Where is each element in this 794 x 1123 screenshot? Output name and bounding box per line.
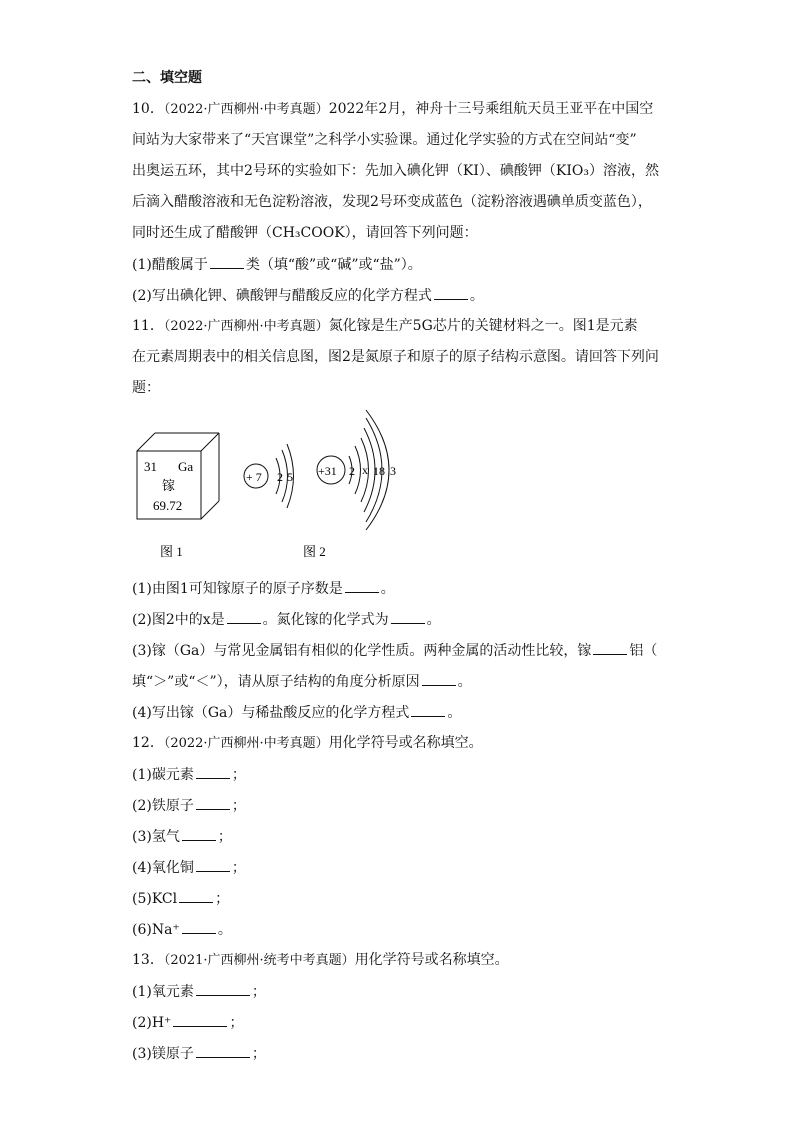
q10-line-2: 间站为大家带来了“天宫课堂”之科学小实验课。通过化学实验的方式在空间站“变” [132, 132, 637, 148]
q12-item-5 [132, 888, 229, 909]
q11-sub4 [132, 702, 461, 723]
question-number: 10． [132, 101, 164, 117]
item-end: 。 [217, 922, 232, 938]
item-label: (4)氧化铜 [132, 860, 194, 876]
atomic-number: 31 [144, 459, 157, 474]
item-end: ； [215, 891, 230, 907]
gallium-atom-diagram [317, 410, 396, 530]
q13-line-1 [132, 950, 509, 971]
q10-line-5: 同时还生成了醋酸钾（CH₃COOK），请回答下列问题： [132, 225, 478, 241]
answer-blank[interactable] [182, 826, 216, 841]
element-name: 镓 [162, 478, 176, 493]
item-end: ； [217, 829, 232, 845]
answer-blank[interactable] [196, 795, 230, 810]
question-stem: 用化学符号或名称填空。 [328, 735, 483, 751]
sub-question-text: 。 [380, 581, 395, 597]
question-source: （2021·广西柳州·统考中考真题） [163, 953, 355, 968]
nitrogen-atom-diagram [244, 444, 294, 508]
q10-line-3: 出奥运五环，其中2号环的实验如下：先加入碘化钾（KI）、碘酸钾（KIO₃）溶液，然 [132, 163, 659, 179]
question-number: 13． [132, 952, 164, 968]
q12-item-1 [132, 764, 246, 785]
figure-2-caption: 图 2 [303, 544, 326, 559]
answer-blank[interactable] [182, 919, 216, 934]
sub-question-text: (1)醋酸属于 [132, 257, 208, 273]
item-label: (3)氢气 [132, 829, 180, 845]
item-label: (1)氧元素 [132, 984, 194, 1000]
sub-question-text: 。 [457, 674, 472, 690]
q11-sub3-line2 [132, 671, 472, 692]
question-stem: 用化学符号或名称填空。 [354, 952, 509, 968]
item-end: ； [231, 860, 246, 876]
item-label: (2)H⁺ [132, 1015, 172, 1031]
q11-sub1 [132, 578, 395, 599]
q13-item-1 [132, 981, 266, 1002]
nitrogen-nucleus-label: + 7 [246, 470, 262, 484]
item-end: ； [229, 1015, 244, 1031]
item-end: ； [251, 984, 266, 1000]
atomic-mass: 69.72 [153, 498, 183, 513]
question-stem: 2022年2月，神舟十三号乘组航天员王亚平在中国空 [328, 101, 654, 117]
gallium-shell-4: 3 [390, 464, 396, 478]
figure-1-caption: 图 1 [160, 544, 183, 559]
gallium-shell-3: 18 [373, 464, 385, 478]
question-source: （2022·广西柳州·中考真题） [163, 102, 329, 117]
answer-blank[interactable] [196, 764, 230, 779]
question-source: （2022·广西柳州·中考真题） [163, 319, 329, 334]
answer-blank[interactable] [345, 578, 379, 593]
section-title: 二、填空题 [132, 70, 202, 86]
answer-blank[interactable] [593, 640, 627, 655]
item-label: (6)Na⁺ [132, 922, 180, 938]
sub-question-text: (2)写出碘化钾、碘酸钾与醋酸反应的化学方程式 [132, 288, 432, 304]
item-end: ； [231, 767, 246, 783]
q12-item-6 [132, 919, 232, 940]
question-stem: 氮化镓是生产5G芯片的关键材料之一。图1是元素 [328, 318, 638, 334]
sub-question-text: 铝（ [629, 643, 658, 659]
item-end: ； [251, 1046, 266, 1062]
answer-blank[interactable] [179, 888, 213, 903]
question-number: 11． [132, 318, 164, 334]
q12-item-4 [132, 857, 246, 878]
question-number: 12． [132, 735, 164, 751]
q10-line-4: 后滴入醋酸溶液和无色淀粉溶液，发现2号环变成蓝色（淀粉溶液遇碘单质变蓝色）， [132, 194, 652, 210]
answer-blank[interactable] [422, 671, 456, 686]
answer-blank[interactable] [411, 702, 445, 717]
element-symbol: Ga [178, 459, 194, 474]
answer-blank[interactable] [391, 609, 425, 624]
q11-line-2: 在元素周期表中的相关信息图，图2是氮原子和原子的原子结构示意图。请回答下列问 [132, 349, 659, 365]
q13-item-3 [132, 1043, 266, 1064]
nitrogen-shell-1: 2 [277, 470, 283, 484]
sub-question-text: 。 [426, 612, 441, 628]
answer-blank[interactable] [173, 1012, 227, 1027]
answer-blank[interactable] [196, 981, 250, 996]
gallium-nucleus-label: +31 [318, 464, 337, 478]
item-label: (5)KCl [132, 891, 178, 907]
q13-item-2 [132, 1012, 243, 1033]
answer-blank[interactable] [227, 609, 261, 624]
item-label: (1)碳元素 [132, 767, 194, 783]
sub-question-text: 。 [469, 288, 484, 304]
q12-line-1 [132, 733, 483, 754]
item-end: ； [231, 798, 246, 814]
item-label: (3)镁原子 [132, 1046, 194, 1062]
nitrogen-shell-2: 5 [287, 470, 293, 484]
question-source: （2022·广西柳州·中考真题） [163, 736, 329, 751]
sub-question-text: 类（填“酸”或“碱”或“盐”）。 [245, 257, 422, 273]
answer-blank[interactable] [196, 857, 230, 872]
sub-question-text: (1)由图1可知镓原子的原子序数是 [132, 581, 343, 597]
q12-item-2 [132, 795, 246, 816]
sub-question-text: (3)镓（Ga）与常见金属铝有相似的化学性质。两种金属的活动性比较，镓 [132, 643, 592, 659]
gallium-shell-1: 2 [349, 464, 355, 478]
q11-sub2 [132, 609, 441, 630]
sub-question-text: 。氮化镓的化学式为 [262, 612, 389, 628]
item-label: (2)铁原子 [132, 798, 194, 814]
q12-item-3 [132, 826, 232, 847]
sub-question-text: (2)图2中的x是 [132, 612, 225, 628]
q11-sub3-line1 [132, 640, 657, 661]
q11-line-3: 题： [132, 380, 160, 396]
sub-question-text: (4)写出镓（Ga）与稀盐酸反应的化学方程式 [132, 705, 410, 721]
sub-question-text: 填“＞”或“＜”），请从原子结构的角度分析原因 [132, 674, 420, 690]
sub-question-text: 。 [447, 705, 462, 721]
answer-blank[interactable] [196, 1043, 250, 1058]
gallium-shell-2: x [362, 463, 368, 477]
